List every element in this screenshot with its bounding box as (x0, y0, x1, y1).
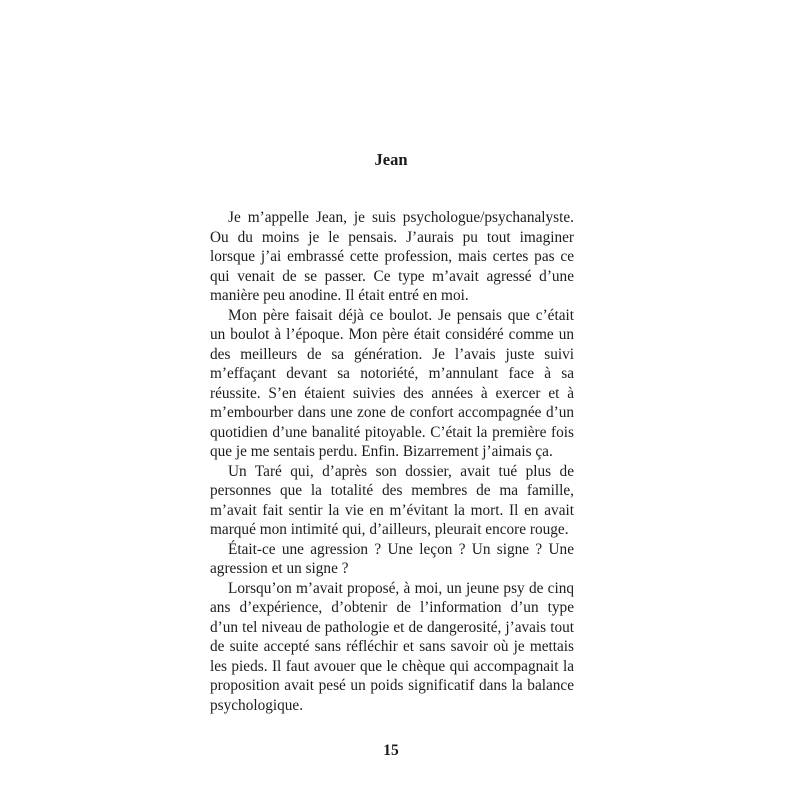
page-number: 15 (383, 742, 399, 759)
chapter-title: Jean (374, 150, 408, 169)
paragraph: Mon père faisait déjà ce boulot. Je pensais que c’était un boulot à l’époque. Mon père était considéré comme un des meilleurs de sa génération. Je l’avais juste suivi m’effaçant devant sa notoriété, m’annulant face à sa réussite. S’en étaient suivies des années à exercer et à m’embourber dans une zone de confort accompagnée d’un quotidien d’une banalité pitoyable. C’était la première fois que je me sentais perdu. Enfin. Bizarrement j’aimais ça. (210, 306, 574, 460)
paragraph: Un Taré qui, d’après son dossier, avait tué plus de personnes que la totalité des membres de ma famille, m’avait fait sentir la vie en m’évitant la mort. Il en avait marqué mon intimité qui, d’ailleurs, pleurait encore rouge. (210, 462, 574, 538)
paragraph: Je m’appelle Jean, je suis psychologue/psychanalyste. Ou du moins je le pensais. J’aurais pu tout imaginer lorsque j’ai embrassé cette profession, mais certes pas ce qui venait de se passer. Ce type m’avait agressé d’une manière peu anodine. Il était entré en moi. (210, 209, 574, 304)
paragraph: Était-ce une agression ? Une leçon ? Un signe ? Une agression et un signe ? (210, 540, 574, 577)
paragraph: Lorsqu’on m’avait proposé, à moi, un jeune psy de cinq ans d’expérience, d’obtenir de l’information d’un type d’un tel niveau de pathologie et de dangerosité, j’avais tout de suite accepté sans réfléchir et sans savoir où je mettais les pieds. Il faut avouer que le chèque qui accompagnait la proposition avait pesé un poids significatif dans la balance psychologique. (210, 579, 574, 714)
body-text (210, 208, 574, 715)
